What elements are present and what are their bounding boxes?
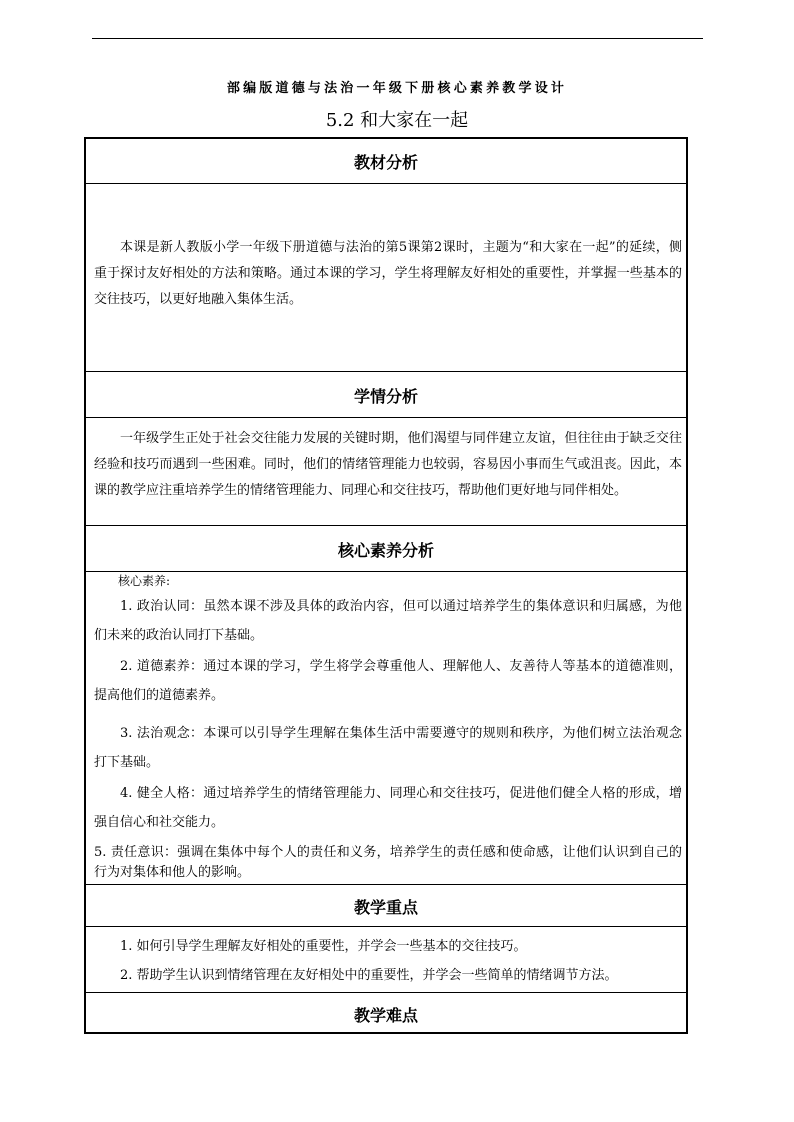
table-divider: [86, 571, 686, 572]
table-divider: [86, 417, 686, 418]
lesson-title: 5.2 和大家在一起: [325, 110, 469, 131]
table-divider: [86, 884, 686, 885]
lesson-design-table: [84, 137, 688, 1034]
core-competency-label: 核心素养:: [118, 574, 171, 588]
core-item-political: 1. 政治认同：虽然本课不涉及具体的政治内容，但可以通过培养学生的集体意识和归属感，为他们未来的政治认同打下基础。: [94, 599, 682, 643]
material-analysis-text: 本课是新人教版小学一年级下册道德与法治的第5课第2课时，主题为“和大家在一起”的延续，侧重于探讨友好相处的方法和策略。通过本课的学习，学生将理解友好相处的重要性，并掌握一些基本的交往技巧，以更好地融入集体生活。: [94, 240, 682, 307]
core-item-law: 3. 法治观念：本课可以引导学生理解在集体生活中需要遵守的规则和秩序，为他们树立法治观念打下基础。: [94, 726, 682, 770]
section-heading-core: 核心素养分析: [337, 541, 434, 560]
core-item-moral: 2. 道德素养：通过本课的学习，学生将学会尊重他人、理解他人、友善待人等基本的道德准则，提高他们的道德素养。: [94, 659, 682, 703]
section-heading-keypoints: 教学重点: [353, 898, 418, 917]
core-item-personality: 4. 健全人格：通过培养学生的情绪管理能力、同理心和交往技巧，促进他们健全人格的形成，增强自信心和社交能力。: [94, 786, 682, 830]
table-divider: [86, 525, 686, 526]
table-divider: [86, 926, 686, 927]
keypoint-item: 1. 如何引导学生理解友好相处的重要性，并学会一些基本的交往技巧。: [120, 939, 527, 954]
table-divider: [86, 992, 686, 993]
section-heading-students: 学情分析: [353, 387, 418, 406]
table-divider: [86, 183, 686, 184]
section-heading-difficulties: 教学难点: [353, 1006, 418, 1025]
core-item-responsibility: 5. 责任意识：强调在集体中每个人的责任和义务，培养学生的责任感和使命感，让他们认识到自己的行为对集体和他人的影响。: [94, 845, 682, 880]
keypoint-item: 2. 帮助学生认识到情绪管理在友好相处中的重要性，并学会一些简单的情绪调节方法。: [120, 968, 618, 983]
table-divider: [86, 371, 686, 372]
document-subtitle: 部编版道德与法治一年级下册核心素养教学设计: [226, 81, 568, 96]
header-rule: [92, 38, 703, 39]
section-heading-material: 教材分析: [353, 153, 418, 172]
student-analysis-text: 一年级学生正处于社会交往能力发展的关键时期，他们渴望与同伴建立友谊，但往往由于缺乏交往经验和技巧而遇到一些困难。同时，他们的情绪管理能力也较弱，容易因小事而生气或沮丧。因此，本课的教学应注重培养学生的情绪管理能力、同理心和交往技巧，帮助他们更好地与同伴相处。: [94, 431, 682, 498]
